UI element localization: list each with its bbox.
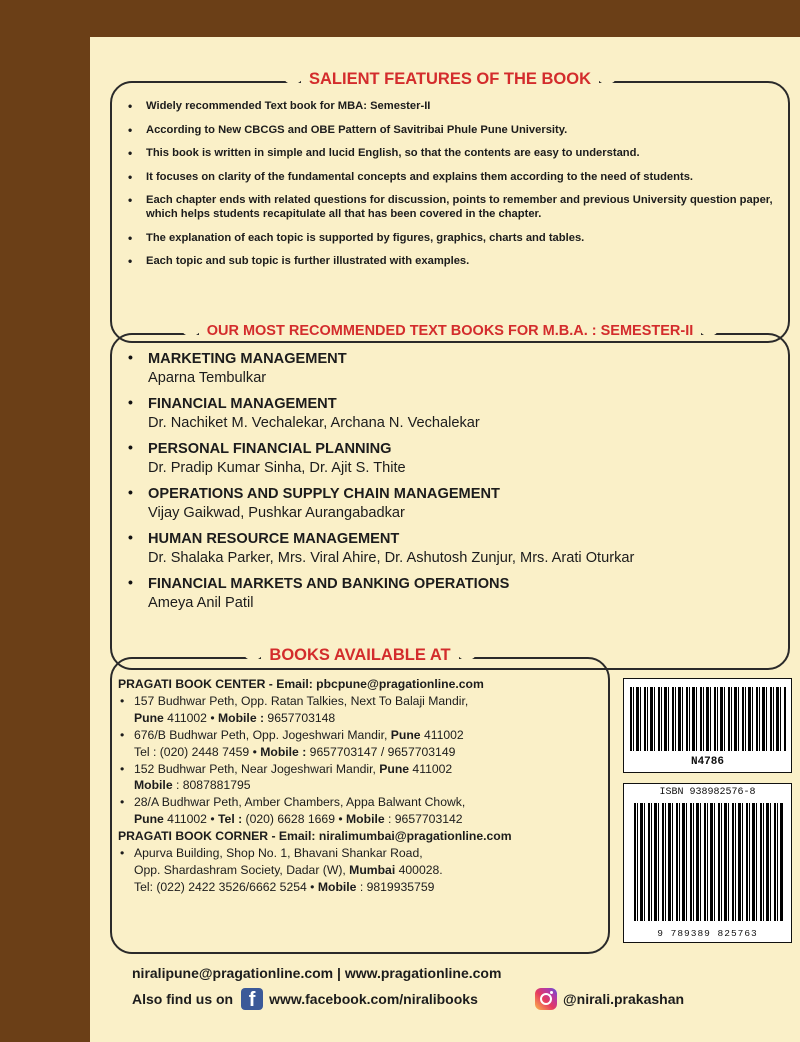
book-item: • MARKETING MANAGEMENT Aparna Tembulkar [126, 350, 774, 388]
back-cover [90, 37, 800, 1042]
book-title: FINANCIAL MANAGEMENT [148, 396, 337, 412]
book-author: Aparna Tembulkar [148, 370, 267, 386]
books-available-title: BOOKS AVAILABLE AT [112, 646, 608, 665]
address-item: • Apurva Building, Shop No. 1, Bhavani Shankar Road, [120, 846, 423, 861]
barcode-bars [634, 803, 784, 921]
isbn-digits: 9 789389 825763 [657, 928, 758, 939]
facebook-link[interactable]: www.facebook.com/niralibooks [269, 991, 478, 1007]
instagram-handle[interactable]: @nirali.prakashan [563, 991, 685, 1007]
book-author: Vijay Gaikwad, Pushkar Aurangabadkar [148, 505, 405, 521]
recommended-books-title: OUR MOST RECOMMENDED TEXT BOOKS FOR M.B.A. : SEMESTER-II [112, 323, 788, 339]
book-corner-heading: PRAGATI BOOK CORNER - Email: niralimumbai@pragationline.com [118, 829, 512, 844]
feature-item: • Widely recommended Text book for MBA: Semester-II [128, 99, 431, 113]
feature-item: • This book is written in simple and lucid English, so that the contents are easy to understand. [128, 146, 640, 160]
address-item: • 676/B Budhwar Peth, Opp. Jogeshwari Mandir, Pune 411002 [120, 727, 464, 742]
salient-features-title: SALIENT FEATURES OF THE BOOK [112, 70, 788, 89]
book-author: Dr. Shalaka Parker, Mrs. Viral Ahire, Dr. Ashutosh Zunjur, Mrs. Arati Oturkar [148, 550, 635, 566]
book-item: • FINANCIAL MARKETS AND BANKING OPERATIONS Ameya Anil Patil [126, 575, 774, 613]
book-author: Dr. Nachiket M. Vechalekar, Archana N. Vechalekar [148, 415, 480, 431]
feature-item: • It focuses on clarity of the fundamental concepts and explains them according to the need of students. [128, 169, 694, 184]
isbn-barcode [623, 783, 792, 943]
address-item: • 157 Budhwar Peth, Opp. Ratan Talkies, Next To Balaji Mandir, [120, 693, 469, 708]
feature-item: • According to New CBCGS and OBE Pattern of Savitribai Phule Pune University. [128, 122, 568, 137]
recommended-books-box [110, 323, 790, 670]
footer-contact[interactable]: niralipune@pragationline.com | www.pragationline.com [132, 965, 502, 981]
instagram-icon [535, 988, 557, 1010]
address-item: • 152 Budhwar Peth, Near Jogeshwari Mandir, Pune 411002 [120, 761, 453, 776]
facebook-icon: f [241, 988, 263, 1010]
salient-features-box [110, 70, 790, 343]
footer-instagram [535, 988, 684, 1010]
book-title: PERSONAL FINANCIAL PLANNING [148, 441, 392, 457]
book-item: • PERSONAL FINANCIAL PLANNING Dr. Pradip Kumar Sinha, Dr. Ajit S. Thite [126, 440, 774, 478]
footer-facebook [132, 988, 478, 1010]
book-author: Ameya Anil Patil [148, 595, 254, 611]
book-item: • FINANCIAL MANAGEMENT Dr. Nachiket M. Vechalekar, Archana N. Vechalekar [126, 395, 774, 433]
book-title: FINANCIAL MARKETS AND BANKING OPERATIONS [148, 576, 510, 592]
book-item: • HUMAN RESOURCE MANAGEMENT Dr. Shalaka Parker, Mrs. Viral Ahire, Dr. Ashutosh Zunjur, Mrs. Arati Oturkar [126, 530, 774, 568]
book-item: • OPERATIONS AND SUPPLY CHAIN MANAGEMENT Vijay Gaikwad, Pushkar Aurangabadkar [126, 485, 774, 523]
barcode-small [623, 678, 792, 773]
feature-item: • Each topic and sub topic is further illustrated with examples. [128, 254, 470, 268]
book-title: MARKETING MANAGEMENT [148, 351, 347, 367]
book-author: Dr. Pradip Kumar Sinha, Dr. Ajit S. Thite [148, 460, 406, 476]
book-center-heading: PRAGATI BOOK CENTER - Email: pbcpune@pragationline.com [118, 677, 484, 691]
barcode-code: N4786 [690, 756, 724, 768]
feature-item: • Each chapter ends with related questions for discussion, points to remember and previous University question paper, which helps students recapitulate all that has been covered in the chapter. [128, 193, 773, 220]
book-title: HUMAN RESOURCE MANAGEMENT [148, 531, 400, 547]
book-title: OPERATIONS AND SUPPLY CHAIN MANAGEMENT [148, 486, 500, 502]
feature-item: • The explanation of each topic is supported by figures, graphics, charts and tables. [128, 230, 585, 245]
find-label: Also find us on [132, 991, 234, 1007]
barcode-bars [630, 687, 787, 751]
books-list [126, 350, 774, 620]
features-list [126, 99, 774, 278]
address-item: • 28/A Budhwar Peth, Amber Chambers, Appa Balwant Chowk, [120, 795, 466, 810]
books-available-box: BOOKS AVAILABLE AT PRAGATI BOOK CENTER - Email: pbcpune@pragationline.com • 157 Budhwar Peth, Opp. Ratan Talkies, Next To Balaji Mandir, Pune 411002 • Mobile : 9657703148 • 676/B Budhwar Peth, Opp. Jogeshwari Mandir, Pune 411002 Tel : (020) 2448 7459 • Mobile : 9657703147 / 9657703149 • 152 Budhwar Peth, Near Jogeshwari Mandir, Pune 411002 Mobile : 8087881795 • 28/A Budhwar Peth, Amber Chambers, Appa Balwant Chowk, Pune 411002 • Tel : (020) 6628 1669 • Mobile : 9657703142 PRAGATI BOOK CORNER - Email: niralimumbai@pragationline.com • Apurva Building, Shop No. 1, Bhavani Shankar Road, Opp. Shardashram Society, Dadar (W), Mumbai 400028. Tel: (022) 2422 3526/6662 5254 • Mobile : 9819935759 [110, 657, 610, 954]
isbn-label: ISBN 938982576-8 [659, 787, 756, 798]
